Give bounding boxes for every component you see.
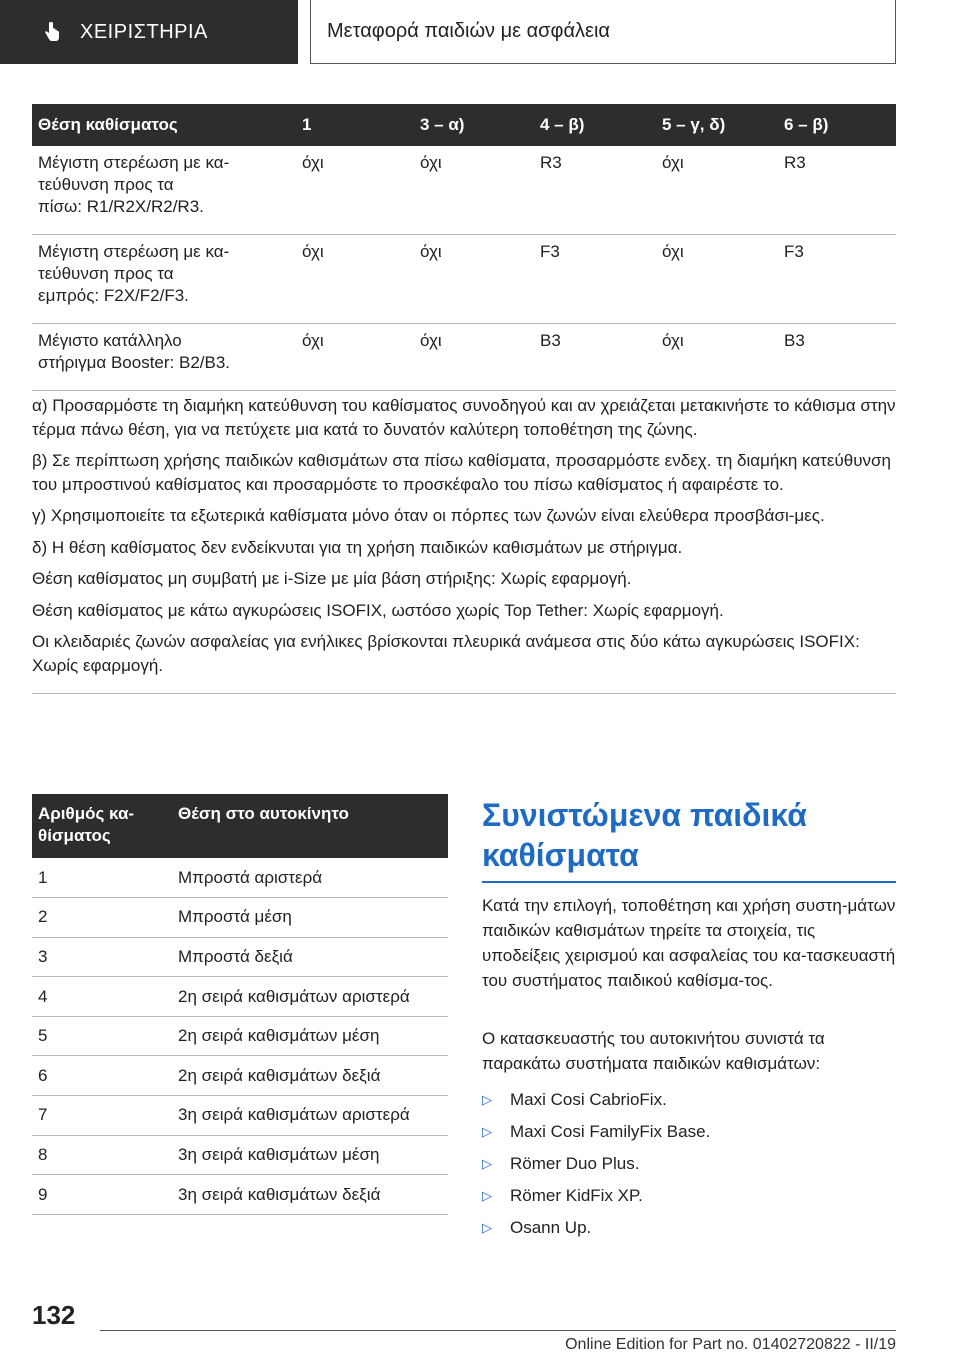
recommended-heading: Συνιστώμενα παιδικά καθίσματα: [482, 795, 896, 883]
table-cell: 2: [32, 898, 172, 938]
footnote: α) Προσαρμόστε τη διαμήκη κατεύθυνση του καθίσματος συνοδηγού και αν χρειάζεται μετακινήστε το κάθισμα στην τέρμα πάνω θέση, για να πετύχετε μια κατά το δυνατόν καλύτερη τοποθέτηση της ζώνης.: [32, 396, 896, 439]
footer-divider: [100, 1330, 896, 1331]
recommended-paragraph: Ο κατασκευαστής του αυτοκινήτου συνιστά τα παρακάτω συστήματα παιδικών καθισμάτων:: [482, 1029, 825, 1073]
table-cell: 2η σειρά καθισμάτων μέση: [172, 1016, 448, 1056]
table-row: [32, 1056, 448, 1096]
list-item-text: Römer Duo Plus.: [510, 1154, 640, 1173]
table-cell: 3: [32, 937, 172, 977]
list-item-text: Maxi Cosi FamilyFix Base.: [510, 1122, 711, 1141]
footnote: β) Σε περίπτωση χρήσης παιδικών καθισμάτων στα πίσω καθίσματα, προσαρμόστε ενδεχ. τη διαμήκη κατεύθυνση του μπροστινού καθίσματος και προσαρμόστε το προσκέφαλο του πίσω καθίσματος ή αφαιρέστε το.: [32, 451, 891, 494]
list-item: [482, 1212, 896, 1244]
table-cell: 3η σειρά καθισμάτων δεξιά: [172, 1175, 448, 1215]
table-cell: 5: [32, 1016, 172, 1056]
table-header: Θέση στο αυτοκίνητο: [172, 794, 448, 858]
table-cell: 9: [32, 1175, 172, 1215]
table-cell: όχι: [414, 235, 534, 324]
triangle-bullet-icon: ▷: [482, 1092, 492, 1107]
table-cell: Μπροστά αριστερά: [172, 858, 448, 898]
table-row: [32, 977, 448, 1017]
table-header: 6 – β): [778, 104, 896, 146]
table-cell: όχι: [656, 324, 778, 391]
recommended-paragraph: Κατά την επιλογή, τοποθέτηση και χρήση συστη-μάτων παιδικών καθισμάτων τηρείτε τα στοιχεία, τις υποδείξεις χειρισμού και ασφαλείας του κα-τασκευαστή του συστήματος παιδικού καθίσμα-τος.: [482, 896, 896, 990]
table-cell: 7: [32, 1096, 172, 1136]
table-cell: B3: [778, 324, 896, 391]
list-item-text: Osann Up.: [510, 1218, 592, 1237]
list-item: [482, 1148, 896, 1180]
footnote: Θέση καθίσματος με κάτω αγκυρώσεις ISOFIX, ωστόσο χωρίς Top Tether: Χωρίς εφαρμογή.: [32, 600, 724, 620]
table-cell: όχι: [414, 146, 534, 235]
table-header: 1: [296, 104, 414, 146]
table-cell: όχι: [296, 146, 414, 235]
topic-title: Μεταφορά παιδιών με ασφάλεια: [327, 20, 610, 42]
table-cell: F3: [778, 235, 896, 324]
hand-touch-icon: [40, 20, 64, 44]
table-cell: όχι: [414, 324, 534, 391]
table-row: [32, 898, 448, 938]
edition-note: Online Edition for Part no. 01402720822 - II/19: [565, 1336, 896, 1353]
table-cell: όχι: [656, 146, 778, 235]
footnote: Θέση καθίσματος μη συμβατή με i-Size με μία βάση στήριξης: Χωρίς εφαρμογή.: [32, 569, 632, 588]
list-item: [482, 1116, 896, 1148]
table-cell: F3: [534, 235, 656, 324]
compat-rows: [32, 146, 896, 391]
table-cell: B3: [534, 324, 656, 391]
table-row: [32, 1135, 448, 1175]
table-cell: 3η σειρά καθισμάτων μέση: [172, 1135, 448, 1175]
table-cell: 4: [32, 977, 172, 1017]
list-item: [482, 1084, 896, 1116]
section-header: [0, 0, 298, 64]
table-row: [32, 146, 896, 235]
table-header: [32, 794, 172, 858]
table-cell: Μπροστά δεξιά: [172, 937, 448, 977]
table-cell: 3η σειρά καθισμάτων αριστερά: [172, 1096, 448, 1136]
table-header: 5 – γ, δ): [656, 104, 778, 146]
footnote: δ) Η θέση καθίσματος δεν ενδείκνυται για τη χρήση παιδικών καθισμάτων με στήριγμα.: [32, 537, 683, 557]
footnotes: [32, 394, 896, 694]
recommended-list: [482, 1084, 896, 1244]
table-row: [32, 1016, 448, 1056]
table-row: [32, 858, 448, 898]
triangle-bullet-icon: ▷: [482, 1188, 492, 1203]
footnote: γ) Χρησιμοποιείτε τα εξωτερικά καθίσματα μόνο όταν οι πόρπες των ζωνών είναι ελεύθερα προσβάσι-μες.: [32, 506, 825, 525]
table-cell: όχι: [296, 324, 414, 391]
table-header-text: Αριθμός κα- θίσματος: [38, 804, 135, 845]
section-title: ΧΕΙΡΙΣΤΗΡΙΑ: [80, 20, 208, 43]
table-cell: 2η σειρά καθισμάτων αριστερά: [172, 977, 448, 1017]
table-cell: R3: [778, 146, 896, 235]
table-cell: όχι: [656, 235, 778, 324]
table-cell: 8: [32, 1135, 172, 1175]
table-cell: 2η σειρά καθισμάτων δεξιά: [172, 1056, 448, 1096]
table-row: [32, 324, 896, 391]
list-item-text: Maxi Cosi CabrioFix.: [510, 1090, 667, 1109]
table-row: [32, 1175, 448, 1215]
table-cell: Μπροστά μέση: [172, 898, 448, 938]
table-cell: όχι: [296, 235, 414, 324]
table-cell: R3: [534, 146, 656, 235]
triangle-bullet-icon: ▷: [482, 1156, 492, 1171]
list-item-text: Römer KidFix XP.: [510, 1186, 643, 1205]
triangle-bullet-icon: ▷: [482, 1220, 492, 1235]
page-number: 132: [32, 1300, 76, 1330]
table-header: 4 – β): [534, 104, 656, 146]
table-header: 3 – α): [414, 104, 534, 146]
seat-compatibility-table: [32, 104, 896, 391]
list-item: [482, 1180, 896, 1212]
table-cell: Μέγιστο κατάλληλο στήριγμα Booster: B2/B3.: [32, 324, 296, 391]
table-header: Θέση καθίσματος: [32, 104, 296, 146]
table-cell: 6: [32, 1056, 172, 1096]
triangle-bullet-icon: ▷: [482, 1124, 492, 1139]
table-cell: Μέγιστη στερέωση με κα- τεύθυνση προς τα εμπρός: F2X/F2/F3.: [32, 235, 296, 324]
table-row: [32, 937, 448, 977]
footnote: Οι κλειδαριές ζωνών ασφαλείας για ενήλικες βρίσκονται πλευρικά ανάμεσα στις δύο κάτω αγκυρώσεις ISOFIX: Χωρίς εφαρμογή.: [32, 632, 860, 675]
table-row: [32, 1096, 448, 1136]
topic-header: [310, 0, 896, 64]
table-cell: Μέγιστη στερέωση με κα- τεύθυνση προς τα πίσω: R1/R2X/R2/R3.: [32, 146, 296, 235]
table-cell: 1: [32, 858, 172, 898]
table-row: [32, 235, 896, 324]
seat-rows: [32, 858, 448, 1214]
seat-position-table: [32, 794, 448, 1215]
